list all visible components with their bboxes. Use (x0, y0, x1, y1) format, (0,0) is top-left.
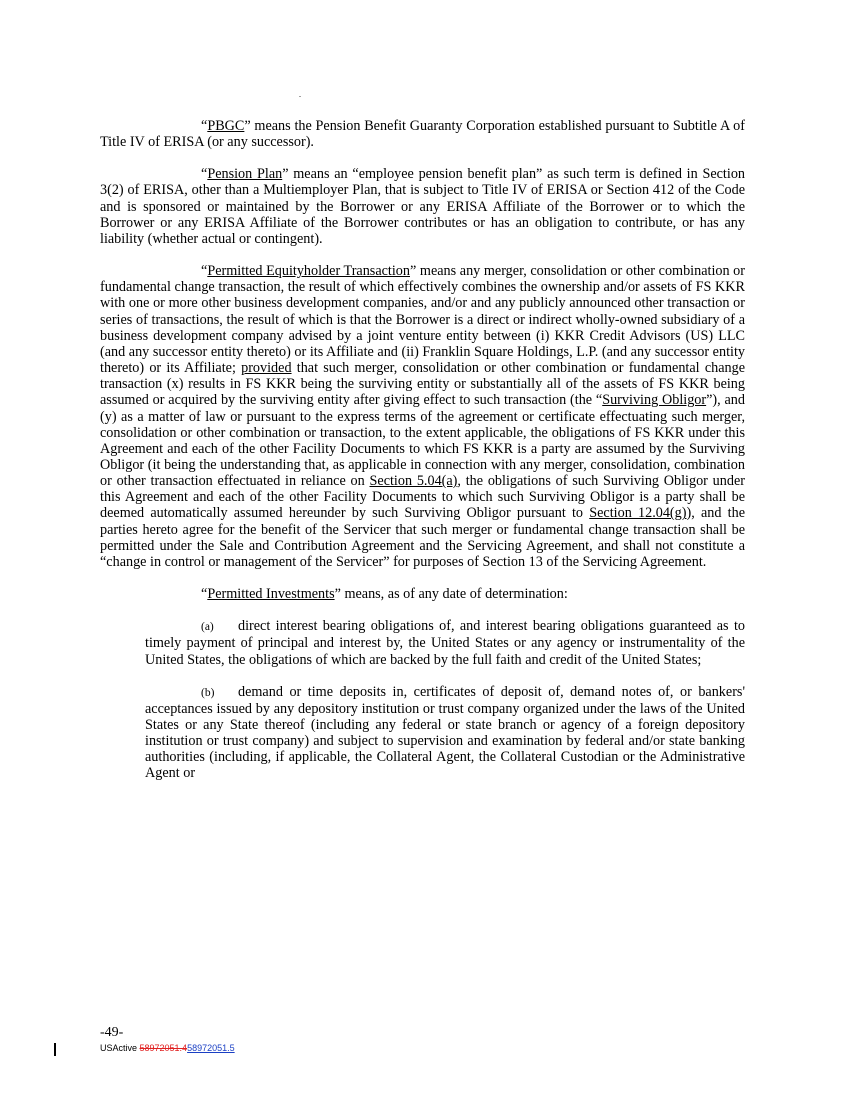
subclause-a (100, 618, 745, 667)
page-number: -49- (100, 1025, 124, 1040)
deleted-doc-id: 58972051.4 (139, 1043, 188, 1053)
open-quote: “ (201, 118, 208, 134)
revision-change-bar (54, 1043, 56, 1056)
definition-text-part-2: that such merger, consolidation or other combination or fundamental change transaction (x) results in FS KKR being the surviving entity or substantially all of the assets of FS KKR being assumed or acquired by the surviving entity after giving effect to such transaction (the “ (100, 360, 745, 409)
subclause-b (100, 684, 745, 782)
doc-prefix: USActive (100, 1043, 140, 1053)
subclause-text: demand or time deposits in, certificates of deposit of, demand notes of, or bankers' acceptances issued by any depository institution or trust company organized under the laws of the United States or any State thereof (including any federal or state branch or agency of a foreign depository institution or trust company) and subject to supervision and examination by federal and/or state banking authorities (including, if applicable, the Collateral Agent, the Collateral Custodian or the Administrative Agent or (145, 683, 745, 782)
definition-text-part-4: , the obligations of such Surviving Obligor under this Agreement and each of the other Facility Documents to which such Surviving Obligor is a party shall be deemed automatically assumed hereunder by such Surviving Obligor pursuant to (100, 473, 745, 522)
subclause-marker: (a) (201, 621, 214, 634)
section-ref-5-04a: Section 5.04(a) (369, 473, 458, 490)
definition-text: ” means, as of any date of determination: (334, 586, 568, 603)
section-ref-12-04g: Section 12.04(g) (589, 505, 687, 522)
definition-text-part-5: ), and the parties hereto agree for the benefit of the Servicer that such merger or fundamental change transaction shall be permitted under the Sale and Contribution Agreement and the Servicing Agreement, and shall not constitute a “change in control or management of the Servicer” for purposes of Section 13 of the Servicing Agreement. (100, 505, 745, 570)
definition-text-part-3: ”), and (y) as a matter of law or pursuant to the express terms of the agreement or certificate effectuating such merger, consolidation or other combination or transaction, to the extent applicable, the obligations of FS KKR under this Agreement and each of the other Facility Documents to which FS KKR is a party are assumed by the Surviving Obligor (it being the understanding that, as applicable in connection with any merger, consolidation, combination or other transaction effectuated in reliance on (100, 392, 745, 490)
inserted-doc-id: 58972051.5 (187, 1043, 235, 1053)
provided-term: provided (241, 360, 292, 377)
definition-text: ” means the Pension Benefit Guaranty Corporation established pursuant to Subtitle A of Title IV of ERISA (or any successor). (100, 118, 745, 151)
defined-term-permitted-equityholder-transaction: Permitted Equityholder Transaction (207, 263, 410, 280)
definition-permitted-investments (100, 586, 745, 602)
defined-term-pension-plan: Pension Plan (207, 166, 283, 183)
defined-term-pbgc: PBGC (207, 118, 245, 134)
document-body (100, 118, 745, 798)
document-id-footer (100, 1043, 235, 1054)
subclause-marker: (b) (201, 686, 215, 699)
definition-permitted-equityholder-transaction (100, 263, 745, 570)
subclause-text: direct interest bearing obligations of, and interest bearing obligations guaranteed as to timely payment of principal and interest by, the United States or any agency or instrumentality of the United States, the obligations of which are backed by the full faith and credit of the United States; (145, 618, 745, 668)
open-quote: “ (201, 586, 208, 603)
open-quote: “ (201, 263, 208, 280)
definition-text-part-1: ” means any merger, consolidation or other combination or fundamental change transaction, the result of which effectively combines the ownership and/or assets of FS KKR with one or more other business development companies, and/or and any publicly announced other transaction or series of transactions, the result of which is that the Borrower is a direct or indirect wholly-owned subsidiary of a business development company advised by a joint venture entity between (i) KKR Credit Advisors (US) LLC (and any successor entity thereto) or its Affiliate and (ii) Franklin Square Holdings, L.P. (and any successor entity thereto) or its Affiliate; (100, 263, 746, 377)
definition-pbgc (100, 118, 745, 150)
defined-term-permitted-investments: Permitted Investments (207, 586, 335, 603)
defined-term-surviving-obligor: Surviving Obligor (602, 392, 707, 409)
header-mark: . (299, 90, 301, 99)
open-quote: “ (201, 166, 208, 183)
definition-pension-plan (100, 166, 745, 247)
definition-text: ” means an “employee pension benefit plan” as such term is defined in Section 3(2) of ERISA, other than a Multiemployer Plan, that is subject to Title IV of ERISA or Section 412 of the Code and is sponsored or maintained by the Borrower or any ERISA Affiliate of the Borrower or to which the Borrower or any ERISA Affiliate of the Borrower contributes or has an obligation to contribute, or has any liability (whether actual or contingent). (100, 166, 746, 247)
